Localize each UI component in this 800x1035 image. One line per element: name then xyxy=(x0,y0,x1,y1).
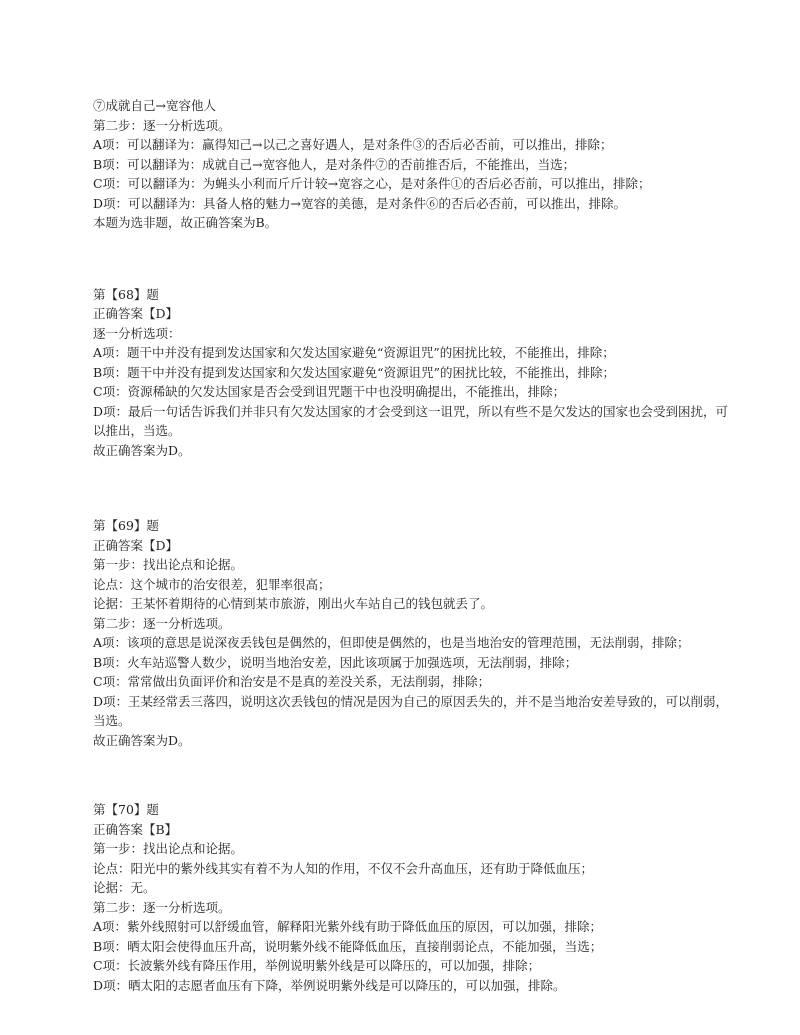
question-title: 第【68】题 xyxy=(93,286,159,302)
argument-evidence: 论据：王某怀着期待的心情到某市旅游，刚出火车站自己的钱包就丢了。 xyxy=(93,596,494,611)
correct-answer: 正确答案【B】 xyxy=(93,821,178,837)
analysis-intro: 逐一分析选项： xyxy=(93,325,181,341)
answer-explanation-page xyxy=(93,96,733,995)
option-c-line: C项：长波紫外线有降压作用，举例说明紫外线是可以降压的，可以加强，排除； xyxy=(93,958,541,973)
option-d-line: D项：晒太阳的志愿者血压有下降，举例说明紫外线是可以降压的，可以加强，排除。 xyxy=(93,977,566,993)
option-d-line: D项：王某经常丢三落四，说明这次丢钱包的情况是因为自己的原因丢失的，并不是当地治安差导致的，可以削弱，当选。 xyxy=(93,693,729,728)
conclusion-line: 本题为选非题，故正确答案为B。 xyxy=(93,215,278,230)
step-two-line: 第二步：逐一分析选项。 xyxy=(93,117,231,133)
option-b-line: B项：火车站巡警人数少，说明当地治安差，因此该项属于加强选项，无法削弱，排除； xyxy=(93,654,578,670)
option-c-line: C项：常常做出负面评价和治安是不是真的差没关系，无法削弱，排除； xyxy=(93,674,491,689)
question-title: 第【69】题 xyxy=(93,518,159,533)
step-one-line: 第一步：找出论点和论据。 xyxy=(93,841,244,856)
question-70-section xyxy=(93,800,733,995)
option-c-line: C项：资源稀缺的欠发达国家是否会受到诅咒题干中也没明确提出，不能推出，排除； xyxy=(93,384,566,399)
conclusion-line: 故正确答案为D。 xyxy=(93,442,191,458)
question-title: 第【70】题 xyxy=(93,802,159,817)
correct-answer: 正确答案【D】 xyxy=(93,306,179,321)
question-68-section xyxy=(93,285,733,461)
previous-question-section xyxy=(93,96,733,233)
option-c-line: C项：可以翻译为：为蝇头小利而斤斤计较→宽容之心，是对条件①的否后必否前，可以推出，排除； xyxy=(93,176,651,191)
step-two-line: 第二步：逐一分析选项。 xyxy=(93,615,231,631)
argument-evidence: 论据：无。 xyxy=(93,880,156,895)
step-one-line: 第一步：找出论点和论据。 xyxy=(93,557,244,572)
option-a-line: A项：可以翻译为：赢得知己→以己之喜好遇人，是对条件③的否后必否前，可以推出，排除； xyxy=(93,137,613,152)
option-a-line: A项：该项的意思是说深夜丢钱包是偶然的，但即使是偶然的，也是当地治安的管理范围，无法削弱，排除； xyxy=(93,635,690,650)
option-b-line: B项：题干中并没有提到发达国家和欠发达国家避免“资源诅咒”的困扰比较，不能推出，排除； xyxy=(93,364,615,380)
option-d-line: D项：可以翻译为：具备人格的魅力→宽容的美德，是对条件⑥的否后必否前，可以推出，排除。 xyxy=(93,195,626,211)
option-b-line: B项：晒太阳会使得血压升高，说明紫外线不能降低血压，直接削弱论点，不能加强，当选； xyxy=(93,938,603,954)
question-69-section xyxy=(93,516,733,750)
correct-answer: 正确答案【D】 xyxy=(93,537,179,553)
step-two-line: 第二步：逐一分析选项。 xyxy=(93,899,231,915)
option-b-line: B项：可以翻译为：成就自己→宽容他人，是对条件⑦的否前推否后，不能推出，当选； xyxy=(93,156,576,172)
argument-claim: 论点：这个城市的治安很差，犯罪率很高； xyxy=(93,576,331,592)
conclusion-line: 故正确答案为D。 xyxy=(93,732,191,748)
option-a-line: A项：紫外线照射可以舒缓血管，解释阳光紫外线有助于降低血压的原因，可以加强，排除； xyxy=(93,919,603,934)
option-d-line: D项：最后一句话告诉我们并非只有欠发达国家的才会受到这一诅咒，所以有些不是欠发达的国家也会受到困扰，可以推出，当选。 xyxy=(93,403,729,438)
condition-line: ⑦成就自己→宽容他人 xyxy=(93,98,216,113)
option-a-line: A项：题干中并没有提到发达国家和欠发达国家避免“资源诅咒”的困扰比较，不能推出，排除； xyxy=(93,345,615,360)
argument-claim: 论点：阳光中的紫外线其实有着不为人知的作用，不仅不会升高血压，还有助于降低血压； xyxy=(93,860,594,876)
